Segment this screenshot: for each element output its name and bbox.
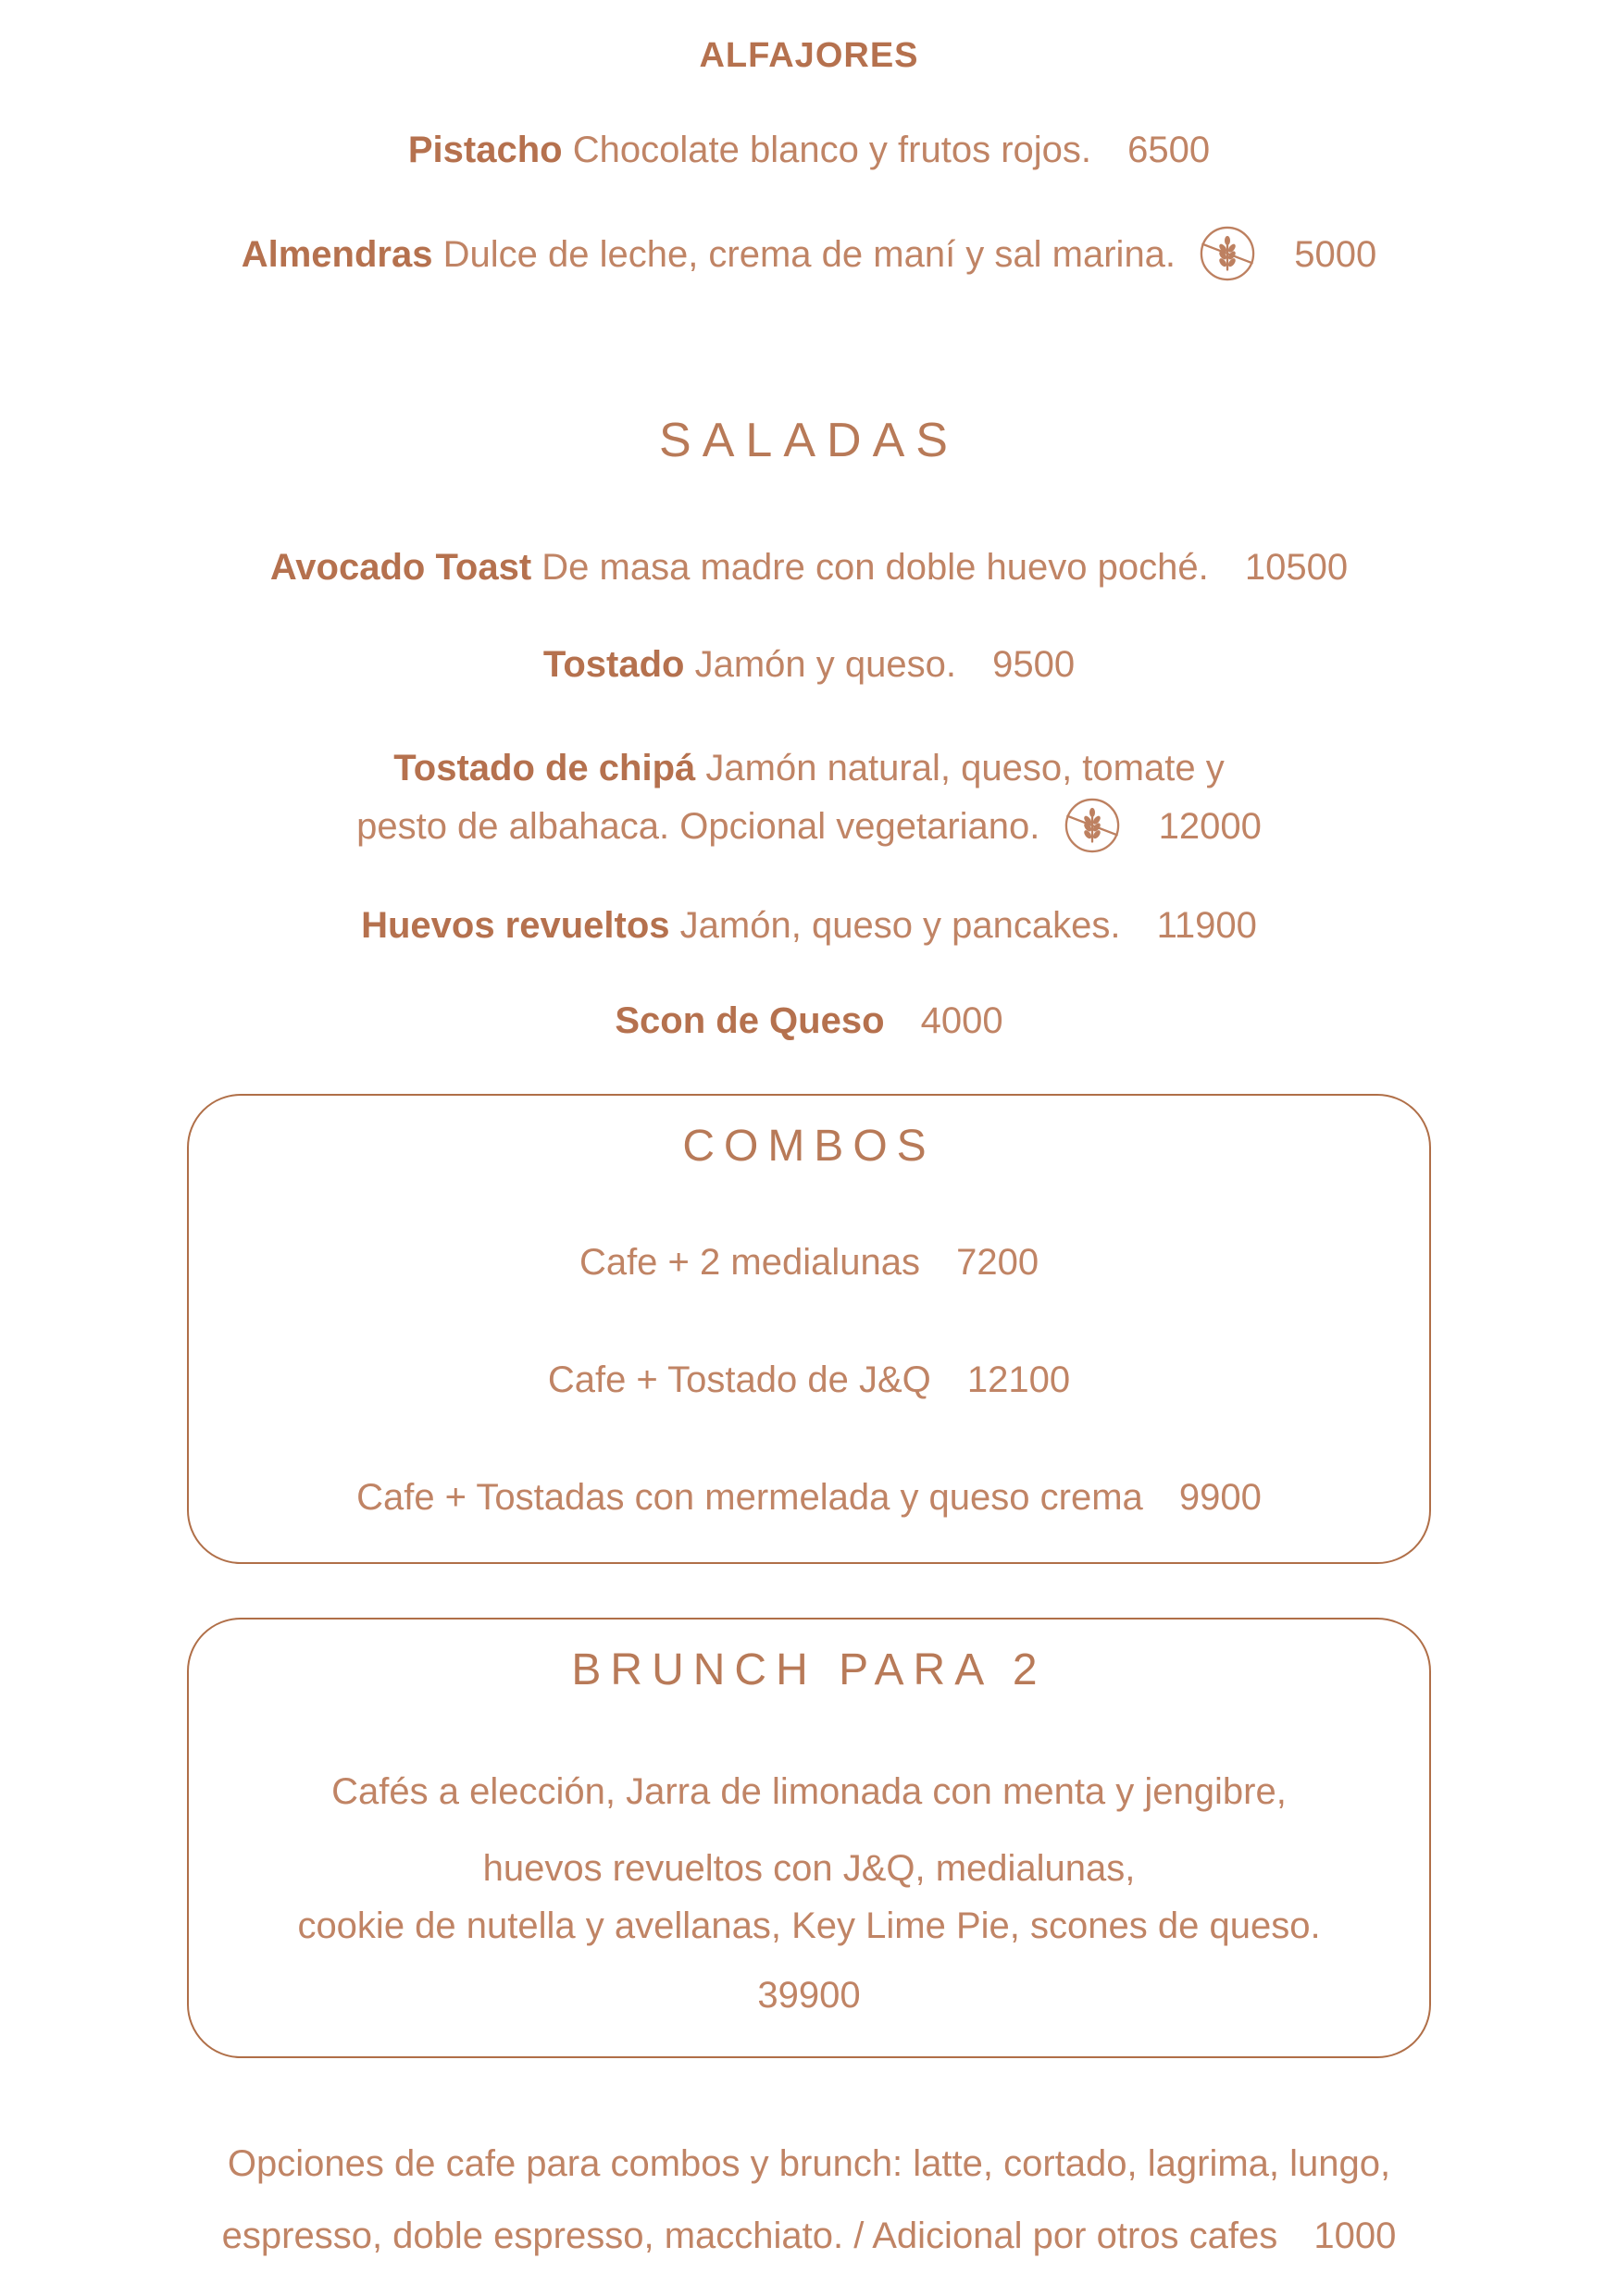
gluten-free-icon bbox=[1064, 797, 1121, 854]
menu-item-pistacho bbox=[0, 128, 1618, 172]
brunch-box bbox=[187, 1618, 1431, 2058]
item-desc: Chocolate blanco y frutos rojos. bbox=[572, 130, 1092, 170]
gluten-free-icon bbox=[1199, 225, 1256, 282]
item-price: 5000 bbox=[1294, 234, 1377, 275]
brunch-price: 39900 bbox=[757, 1975, 861, 2016]
coffee-options-line2 bbox=[0, 2214, 1618, 2258]
item-price: 11900 bbox=[1156, 905, 1257, 946]
item-price: 10500 bbox=[1244, 547, 1349, 588]
item-name: Scon de Queso bbox=[615, 1000, 885, 1041]
menu-item-avocado-toast bbox=[0, 545, 1618, 590]
item-desc: Jamón y queso. bbox=[694, 644, 956, 685]
menu-item-scon-de-queso bbox=[0, 999, 1618, 1043]
section-saladas bbox=[0, 412, 1618, 1043]
item-price: 4000 bbox=[920, 1000, 1003, 1041]
item-name: Huevos revueltos bbox=[361, 905, 670, 946]
item-desc-line1: Jamón natural, queso, tomate y bbox=[705, 748, 1225, 788]
brunch-desc-line2: huevos revueltos con J&Q, medialunas, bbox=[482, 1848, 1136, 1889]
combo-item-tostado-jq bbox=[217, 1358, 1401, 1402]
combo-label: Cafe + Tostadas con mermelada y queso crema bbox=[356, 1477, 1143, 1518]
combo-price: 9900 bbox=[1178, 1477, 1262, 1518]
combo-price: 12100 bbox=[966, 1359, 1071, 1400]
brunch-desc-line1: Cafés a elección, Jarra de limonada con menta y jengibre, bbox=[331, 1771, 1287, 1812]
section-alfajores bbox=[0, 0, 1618, 282]
menu-item-tostado bbox=[0, 642, 1618, 687]
item-name: Almendras bbox=[241, 234, 433, 275]
item-name: Tostado bbox=[542, 644, 685, 685]
menu-item-tostado-de-chipa bbox=[0, 739, 1618, 855]
item-name: Pistacho bbox=[407, 130, 563, 170]
item-desc: De masa madre con doble huevo poché. bbox=[541, 547, 1209, 588]
item-desc: Jamón, queso y pancakes. bbox=[679, 905, 1121, 946]
coffee-options-text: espresso, doble espresso, macchiato. / Adicional por otros cafes bbox=[221, 2215, 1278, 2256]
coffee-options-note bbox=[0, 2141, 1618, 2258]
combo-price: 7200 bbox=[956, 1242, 1039, 1283]
saladas-title: SALADAS bbox=[659, 414, 959, 467]
combo-label: Cafe + 2 medialunas bbox=[579, 1242, 920, 1283]
brunch-title: BRUNCH PARA 2 bbox=[571, 1645, 1047, 1694]
menu-item-huevos-revueltos bbox=[0, 903, 1618, 948]
combos-box bbox=[187, 1094, 1431, 1564]
item-desc-line2: pesto de albahaca. Opcional vegetariano. bbox=[356, 806, 1040, 847]
coffee-extra-price: 1000 bbox=[1313, 2215, 1397, 2256]
combo-item-tostadas-mermelada bbox=[217, 1475, 1401, 1520]
item-price: 9500 bbox=[992, 644, 1076, 685]
combo-label: Cafe + Tostado de J&Q bbox=[547, 1359, 931, 1400]
coffee-options-line1: Opciones de cafe para combos y brunch: latte, cortado, lagrima, lungo, bbox=[227, 2143, 1391, 2184]
item-name: Avocado Toast bbox=[269, 547, 532, 588]
item-price: 12000 bbox=[1158, 806, 1262, 847]
menu-item-almendras bbox=[0, 225, 1618, 282]
item-price: 6500 bbox=[1127, 130, 1211, 170]
brunch-desc-line3: cookie de nutella y avellanas, Key Lime Pie, scones de queso. bbox=[297, 1905, 1321, 1946]
item-desc: Dulce de leche, crema de maní y sal marina. bbox=[442, 234, 1176, 275]
combo-item-medialunas bbox=[217, 1240, 1401, 1285]
item-name: Tostado de chipá bbox=[393, 748, 696, 788]
combos-title: COMBOS bbox=[682, 1122, 936, 1171]
alfajores-title: ALFAJORES bbox=[699, 36, 919, 75]
